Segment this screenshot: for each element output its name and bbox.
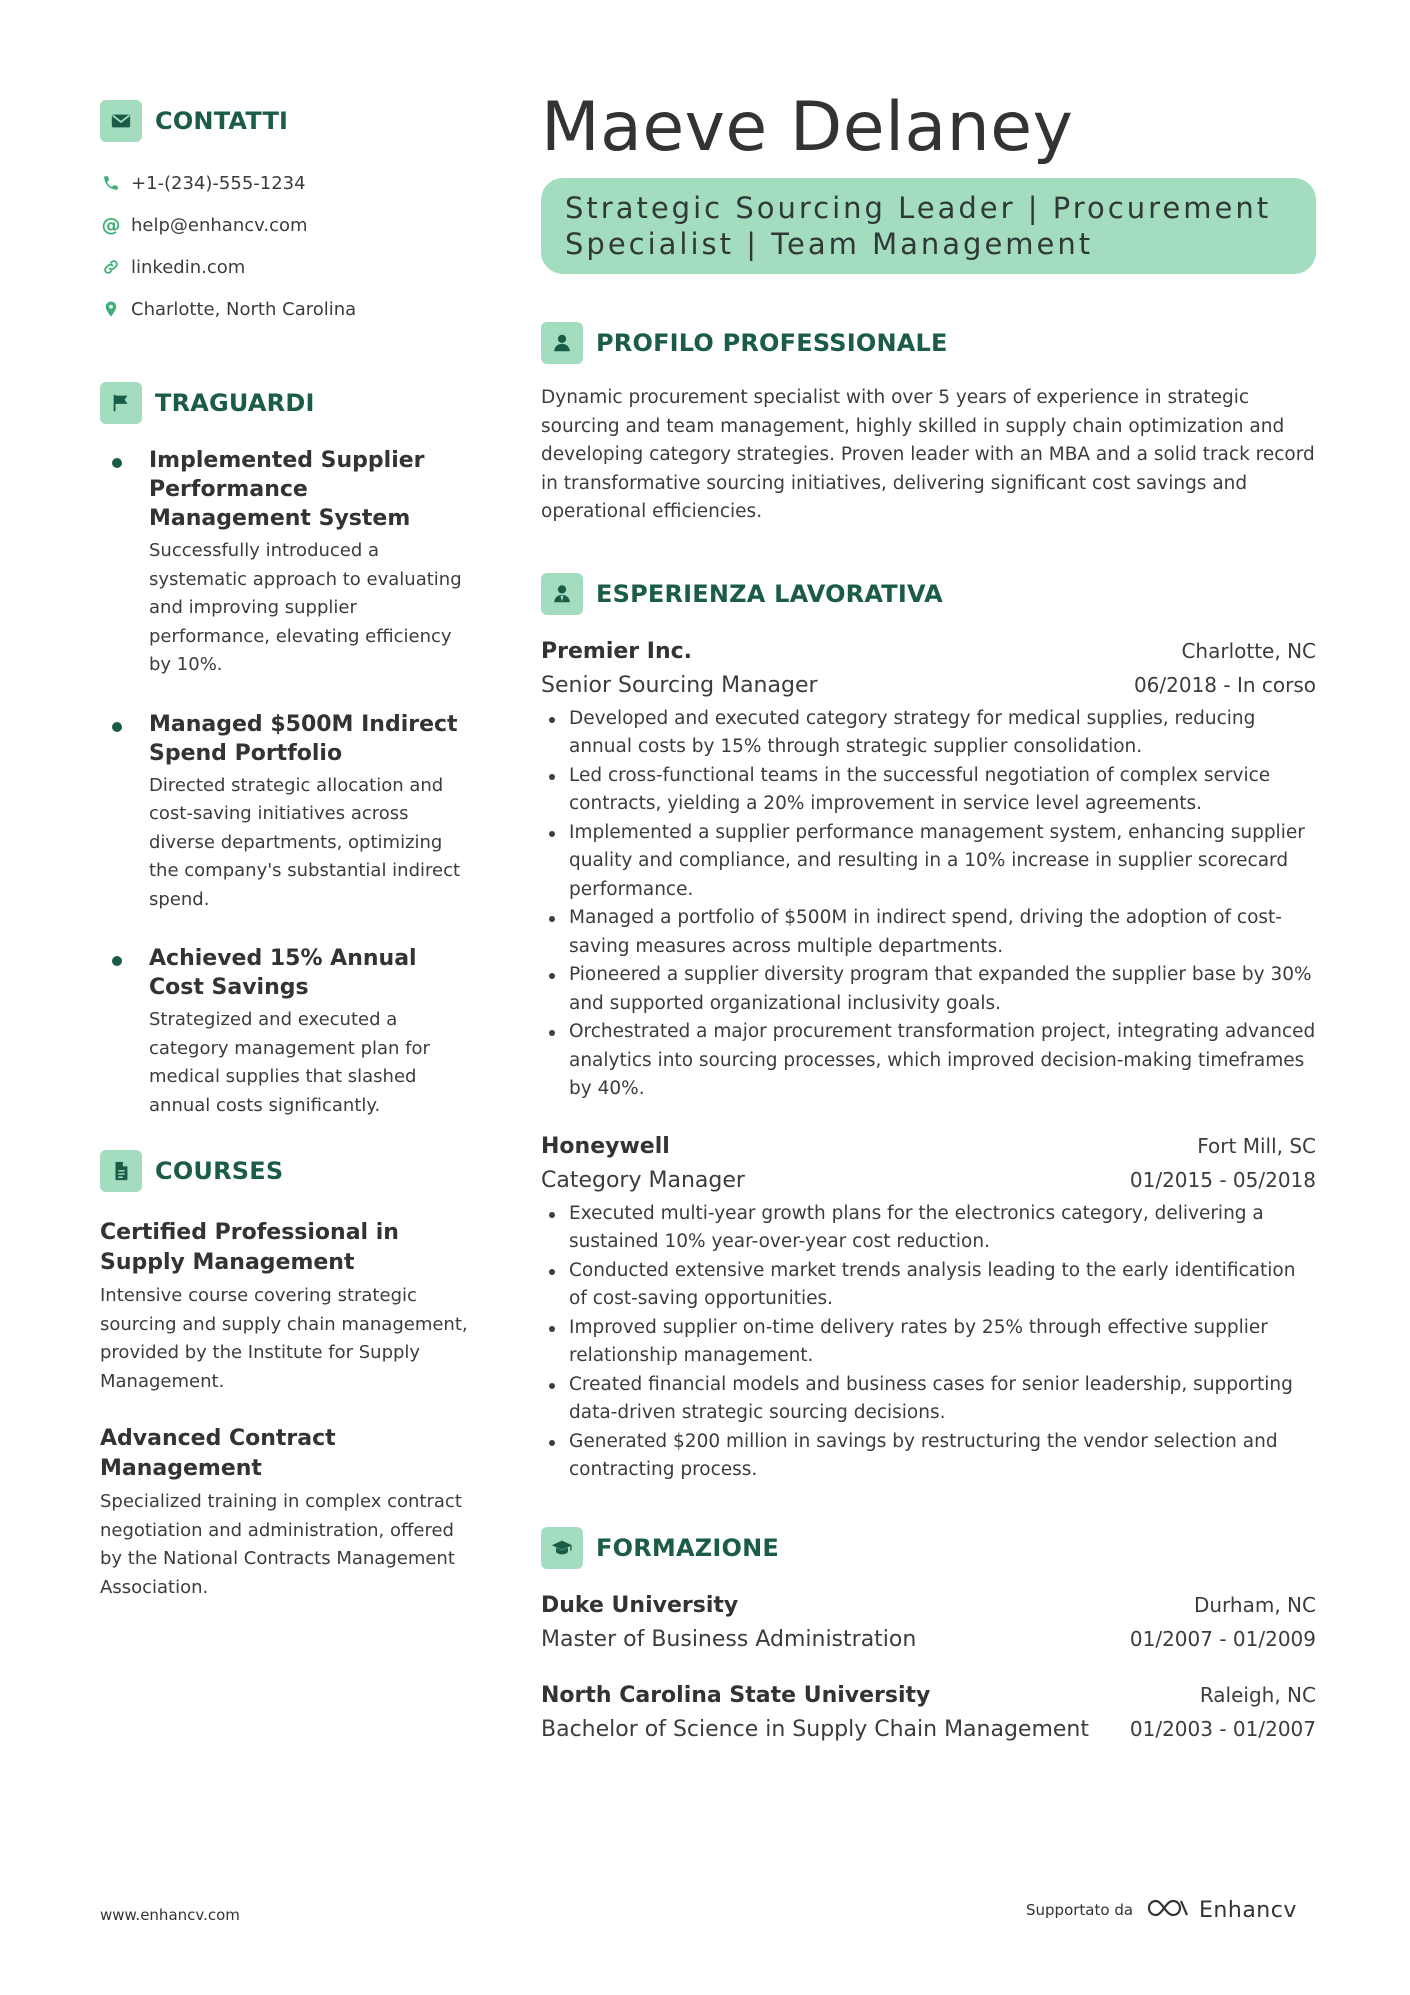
job-entry bbox=[541, 1130, 1316, 1485]
job-dates: 01/2015 - 05/2018 bbox=[1129, 1167, 1316, 1192]
experience-title: ESPERIENZA LAVORATIVA bbox=[596, 579, 943, 608]
right-column bbox=[541, 88, 1316, 1747]
powered-by-text: Supportato da bbox=[1026, 1901, 1134, 1919]
courses-title: COURSES bbox=[155, 1157, 284, 1185]
courses-header bbox=[100, 1150, 470, 1192]
profile-section bbox=[541, 322, 1316, 527]
contacts-header bbox=[100, 100, 470, 142]
envelope-icon bbox=[100, 100, 142, 142]
course-desc: Specialized training in complex contract negotiation and administration, offered by the National Contracts Management Association. bbox=[100, 1491, 462, 1598]
job-dates: 06/2018 - In corso bbox=[1133, 672, 1316, 697]
person-name: Maeve Delaney bbox=[541, 88, 1074, 167]
phone-icon bbox=[100, 172, 122, 194]
job-bullets bbox=[541, 1200, 1316, 1485]
job-location: Fort Mill, SC bbox=[1197, 1133, 1316, 1158]
achievement-title: Achieved 15% Annual Cost Savings bbox=[149, 946, 417, 1000]
job-bullet: Led cross-functional teams in the successful negotiation of complex service contracts, yielding a 20% improvement in service level agreements. bbox=[541, 762, 1316, 819]
enhancv-logo-icon bbox=[1145, 1896, 1191, 1924]
user-tie-icon bbox=[541, 573, 583, 615]
achievements-list bbox=[100, 446, 470, 1120]
course-title: Certified Professional in Supply Management bbox=[100, 1220, 399, 1275]
bullet-dot bbox=[112, 458, 122, 468]
contacts-title: CONTATTI bbox=[155, 107, 289, 135]
job-bullets bbox=[541, 705, 1316, 1104]
contact-email[interactable] bbox=[100, 204, 470, 246]
location-text: Charlotte, North Carolina bbox=[131, 298, 357, 320]
education-header bbox=[541, 1527, 1316, 1569]
achievement-desc: Directed strategic allocation and cost-saving initiatives across diverse departments, optimizing the company's substantial indirect spend. bbox=[149, 774, 461, 910]
website-text: linkedin.com bbox=[131, 256, 246, 278]
footer-website[interactable]: www.enhancv.com bbox=[100, 1906, 240, 1924]
phone-text: +1-(234)-555-1234 bbox=[131, 172, 306, 194]
experience-section bbox=[541, 573, 1316, 1485]
job-bullet: Generated $200 million in savings by restructuring the vendor selection and contracting process. bbox=[541, 1428, 1316, 1485]
achievement-desc: Successfully introduced a systematic approach to evaluating and improving supplier performance, elevating efficiency by 10%. bbox=[149, 540, 462, 675]
course-item bbox=[100, 1218, 470, 1396]
education-entry bbox=[541, 1679, 1316, 1747]
job-entry bbox=[541, 635, 1316, 1104]
flag-icon bbox=[100, 382, 142, 424]
bullet-dot bbox=[112, 956, 122, 966]
document-icon bbox=[100, 1150, 142, 1192]
edu-degree: Master of Business Administration bbox=[541, 1626, 917, 1652]
achievement-item bbox=[100, 944, 470, 1120]
education-entry bbox=[541, 1589, 1316, 1657]
course-title: Advanced Contract Management bbox=[100, 1426, 336, 1481]
achievements-title: TRAGUARDI bbox=[155, 389, 315, 417]
profile-title: PROFILO PROFESSIONALE bbox=[596, 329, 948, 357]
job-bullet: Created financial models and business cases for senior leadership, supporting data-driven strategic sourcing decisions. bbox=[541, 1371, 1316, 1428]
course-item bbox=[100, 1424, 470, 1602]
job-role: Senior Sourcing Manager bbox=[541, 672, 818, 698]
edu-dates: 01/2007 - 01/2009 bbox=[1129, 1626, 1316, 1651]
course-desc: Intensive course covering strategic sourcing and supply chain management, provided by the Institute for Supply Management. bbox=[100, 1285, 468, 1392]
experience-header bbox=[541, 573, 1316, 615]
job-bullet: Pioneered a supplier diversity program that expanded the supplier base by 30% and supported organizational inclusivity goals. bbox=[541, 961, 1316, 1018]
achievements-header bbox=[100, 382, 470, 424]
graduation-cap-icon bbox=[541, 1527, 583, 1569]
edu-location: Durham, NC bbox=[1193, 1592, 1316, 1617]
edu-school: North Carolina State University bbox=[541, 1682, 931, 1708]
achievement-item bbox=[100, 446, 470, 680]
bullet-dot bbox=[112, 722, 122, 732]
education-title: FORMAZIONE bbox=[596, 1533, 779, 1562]
job-bullet: Developed and executed category strategy for medical supplies, reducing annual costs by 15% through strategic supplier consolidation. bbox=[541, 705, 1316, 762]
job-location: Charlotte, NC bbox=[1181, 638, 1316, 663]
profile-header bbox=[541, 322, 1316, 364]
edu-degree: Bachelor of Science in Supply Chain Management bbox=[541, 1716, 1090, 1742]
contact-location bbox=[100, 288, 470, 330]
contact-website[interactable] bbox=[100, 246, 470, 288]
edu-school: Duke University bbox=[541, 1592, 739, 1618]
profile-text: Dynamic procurement specialist with over 5 years of experience in strategic sourcing and team management, highly skilled in supply chain optimization and developing category strategies. Proven leader with an MBA and a solid track record in transformative sourcing initiatives, delivering significant cost savings and operational efficiencies. bbox=[541, 387, 1315, 522]
edu-location: Raleigh, NC bbox=[1199, 1682, 1316, 1707]
map-pin-icon bbox=[100, 298, 122, 320]
job-bullet: Orchestrated a major procurement transformation project, integrating advanced analytics into sourcing processes, which improved decision-making timeframes by 40%. bbox=[541, 1018, 1316, 1104]
contact-list bbox=[100, 162, 470, 330]
achievement-title: Managed $500M Indirect Spend Portfolio bbox=[149, 711, 458, 766]
at-icon: @ bbox=[101, 214, 121, 236]
job-bullet: Conducted extensive market trends analysis leading to the early identification of cost-saving opportunities. bbox=[541, 1257, 1316, 1314]
contact-phone[interactable] bbox=[100, 162, 470, 204]
job-role: Category Manager bbox=[541, 1167, 745, 1193]
job-bullet: Managed a portfolio of $500M in indirect spend, driving the adoption of cost-saving measures across multiple departments. bbox=[541, 904, 1316, 961]
job-bullet: Improved supplier on-time delivery rates by 25% through effective supplier relationship management. bbox=[541, 1314, 1316, 1371]
email-text: help@enhancv.com bbox=[131, 214, 308, 236]
edu-dates: 01/2003 - 01/2007 bbox=[1129, 1716, 1316, 1741]
achievement-title: Implemented Supplier Performance Management System bbox=[149, 448, 425, 531]
achievement-item bbox=[100, 710, 470, 915]
brand-name: Enhancv bbox=[1199, 1897, 1297, 1923]
job-company: Honeywell bbox=[541, 1133, 670, 1159]
job-company: Premier Inc. bbox=[541, 638, 693, 664]
left-column bbox=[100, 100, 470, 1630]
user-icon bbox=[541, 322, 583, 364]
footer-branding[interactable] bbox=[1026, 1896, 1297, 1924]
job-bullet: Executed multi-year growth plans for the electronics category, delivering a sustained 10% year-over-year cost reduction. bbox=[541, 1200, 1316, 1257]
courses-list bbox=[100, 1218, 470, 1602]
tagline: Strategic Sourcing Leader | Procurement Specialist | Team Management bbox=[541, 178, 1316, 274]
link-icon bbox=[100, 256, 122, 278]
education-section bbox=[541, 1527, 1316, 1747]
achievement-desc: Strategized and executed a category management plan for medical supplies that slashed annual costs significantly. bbox=[149, 1009, 430, 1116]
job-bullet: Implemented a supplier performance management system, enhancing supplier quality and compliance, and resulting in a 10% increase in supplier scorecard performance. bbox=[541, 819, 1316, 905]
